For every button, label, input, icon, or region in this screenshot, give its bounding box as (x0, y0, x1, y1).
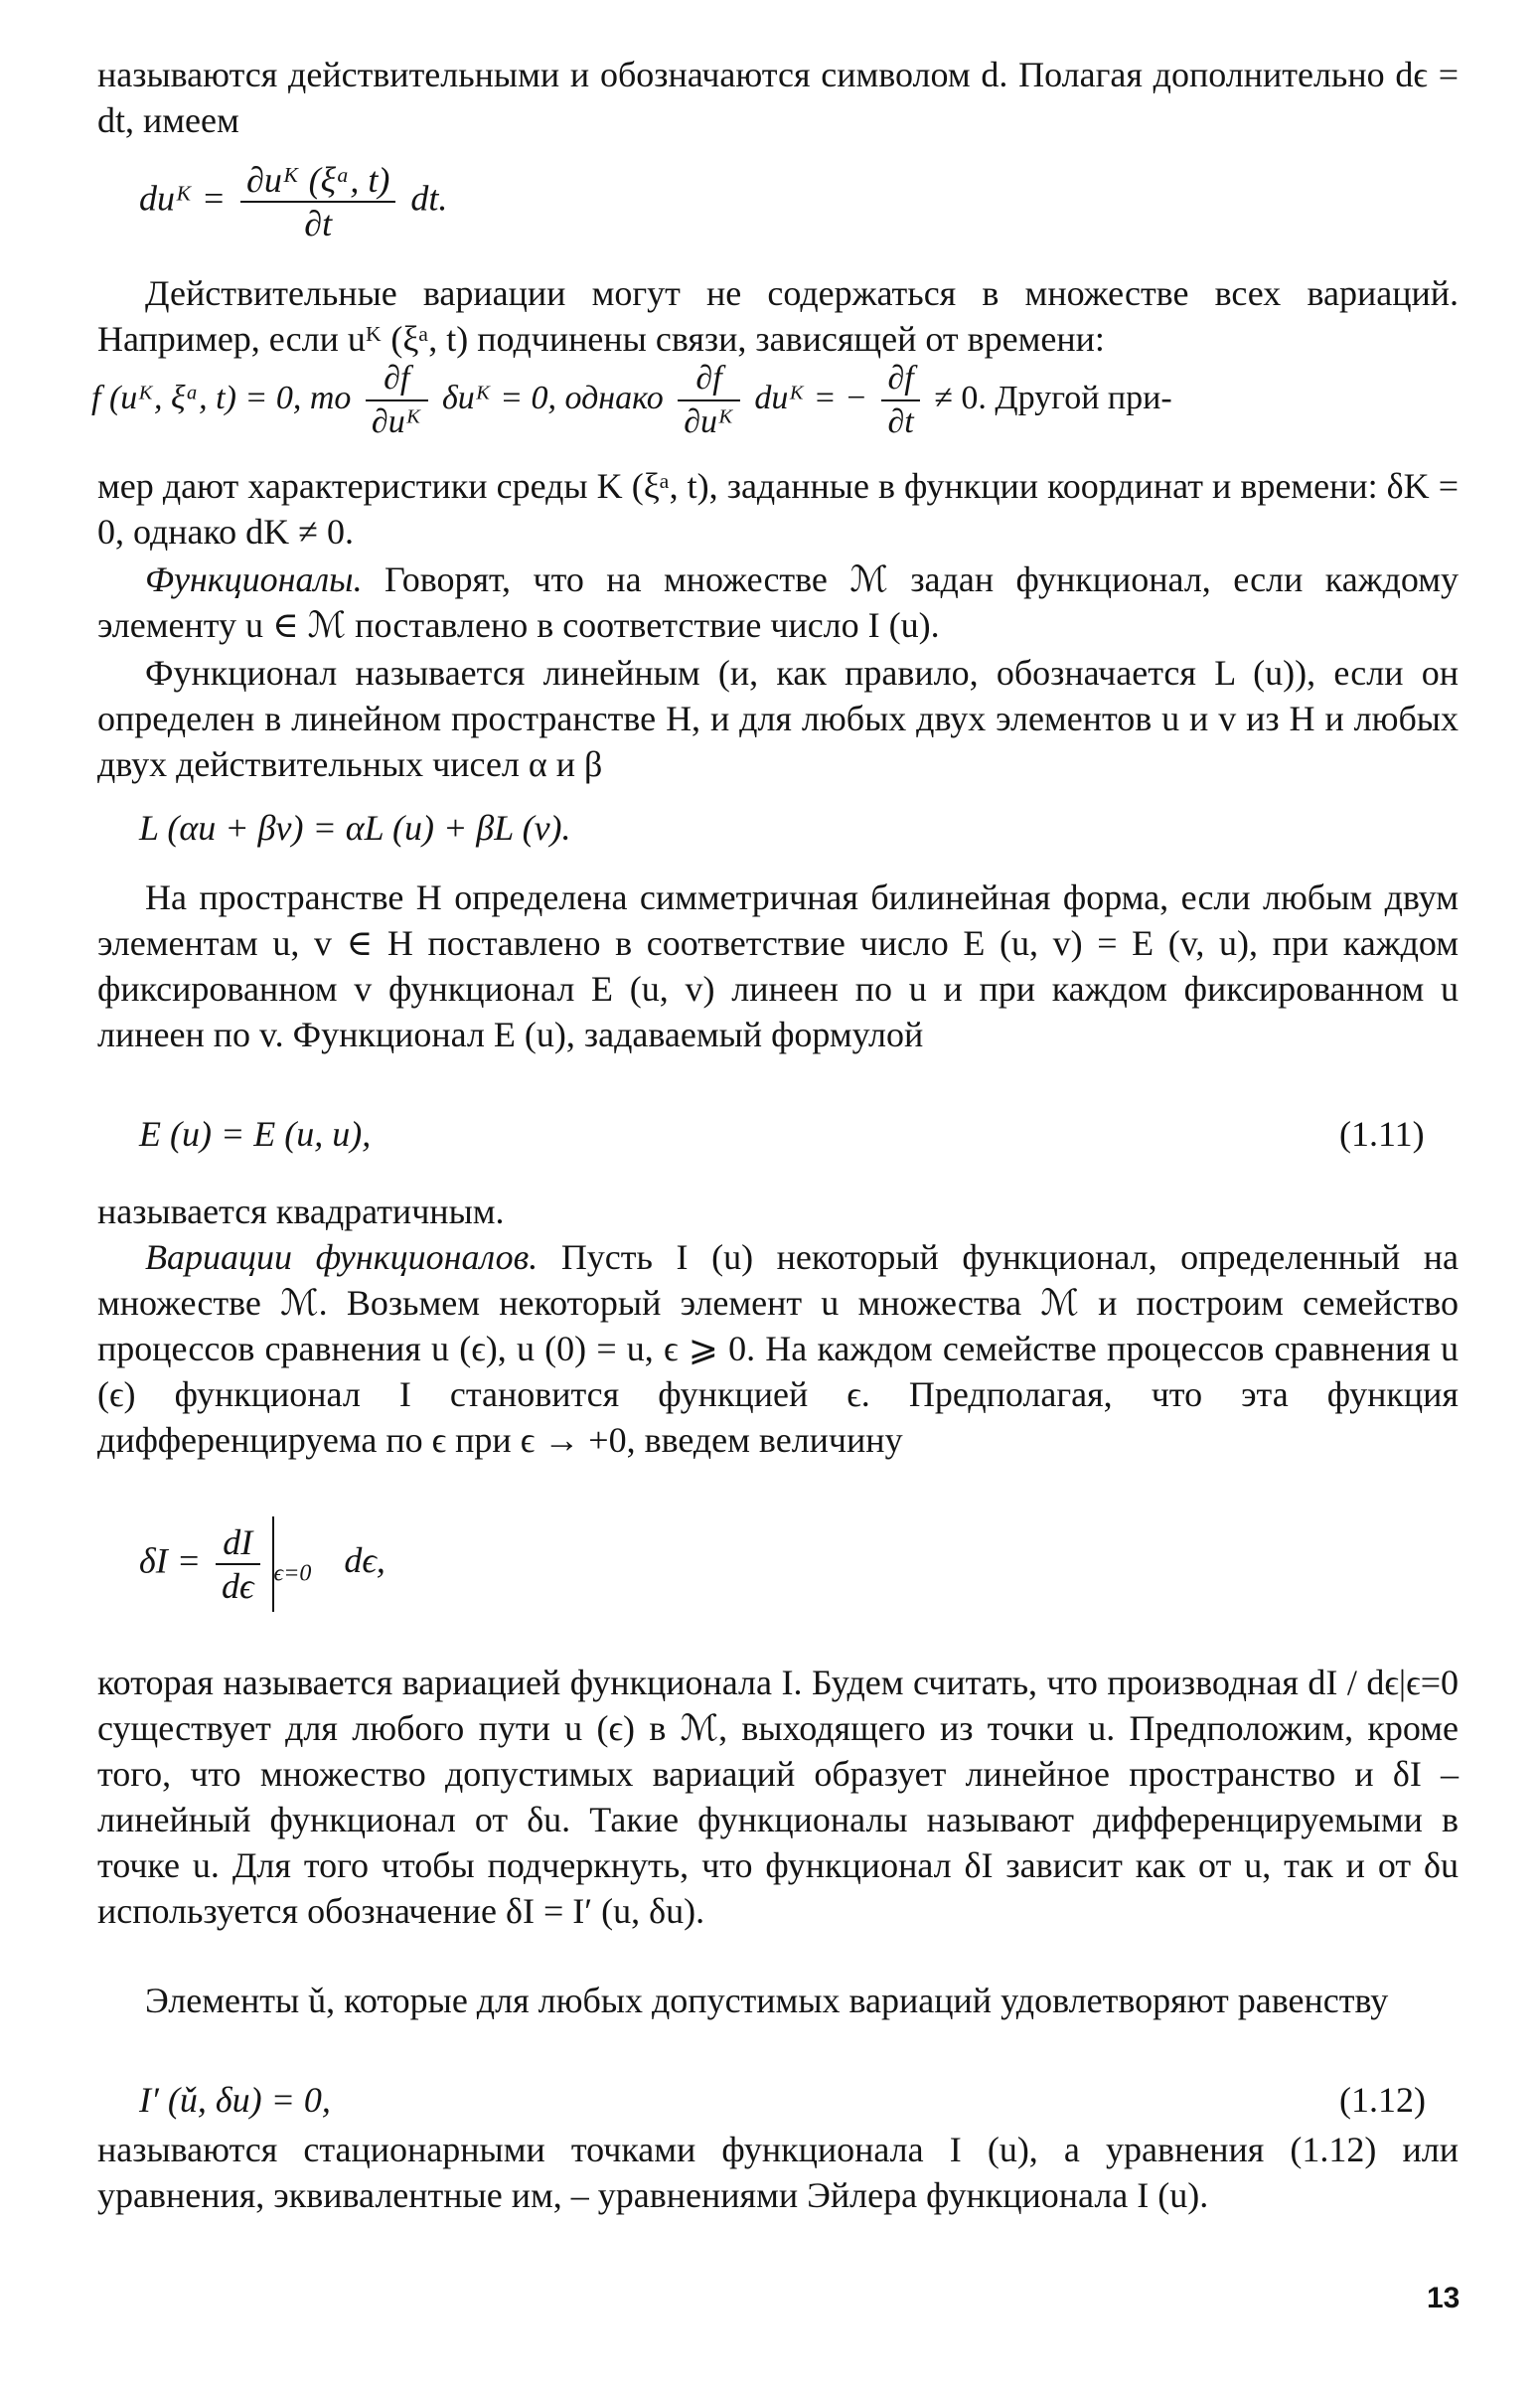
paragraph-variation-def (97, 1660, 1459, 1934)
equation-number: (1.11) (1339, 1114, 1425, 1154)
paragraph-variations (97, 1234, 1459, 1463)
paragraph-bilinear (97, 874, 1459, 1057)
paragraph-body: Говорят, что на множестве ℳ задан функционал, если каждому элементу u ∈ ℳ поставлено в соответствие число I (u). (97, 559, 1459, 645)
formula-du (139, 159, 447, 244)
paragraph-linear (97, 650, 1459, 787)
paragraph-text (97, 1234, 1459, 1463)
paragraph-text (97, 556, 1459, 648)
paragraph-2 (97, 270, 1459, 362)
paragraph-functionals (97, 556, 1459, 648)
denominator: ∂uᴷ (684, 403, 734, 440)
fraction (366, 358, 428, 443)
fraction (240, 159, 395, 244)
paragraph-text: которая называется вариацией функционала I. Будем считать, что производная dI / dϵ|ϵ=0 существует для любого пути u (ϵ) в ℳ, выходящего из точки u. Предположим, кроме того, что множество допустимых вариаций образует линейное пространство и δI – линейный функционал от δu. Такие функционалы называют дифференцируемыми в точке u. Для того чтобы подчеркнуть, что функционал δI зависит как от u, так и от δu используется обозначение δI = I′ (u, δu). (97, 1663, 1459, 1931)
denominator: ∂t (887, 403, 914, 440)
numerator: ∂f (881, 358, 919, 401)
formula-linear (139, 805, 571, 851)
formula-part: f (uᴷ, ξᵃ, t) = 0, то (91, 379, 352, 416)
denominator: dϵ (222, 1566, 254, 1606)
formula-tail: dϵ, (344, 1540, 385, 1581)
paragraph-text: называются стационарными точками функционала I (u), а уравнения (1.12) или уравнения, эквивалентные им, – уравнениями Эйлера функционала I (u). (97, 2130, 1459, 2215)
paragraph-text: называются действительными и обозначаются символом d. Полагая дополнительно dϵ = dt, имеем (97, 55, 1459, 140)
fraction (678, 358, 740, 443)
paragraph-title: Функционалы. (145, 559, 363, 599)
paragraph-1 (97, 52, 1459, 143)
numerator: dI (216, 1521, 260, 1565)
denominator: ∂t (304, 204, 333, 243)
paragraph-3 (97, 463, 1459, 555)
equation-number: (1.12) (1339, 2080, 1426, 2120)
numerator: ∂f (366, 358, 428, 401)
paragraph-euler (97, 2127, 1459, 2218)
formula-variation (139, 1516, 385, 1612)
fraction (216, 1521, 260, 1607)
formula-tail: dt. (410, 178, 448, 219)
paragraph-text: мер дают характеристики среды K (ξᵃ, t), заданные в функции координат и времени: δK = 0, однако dK ≠ 0. (97, 466, 1459, 552)
formula-text: I′ (ǔ, δu) = 0, (139, 2080, 331, 2120)
numerator: ∂uᴷ (ξᵃ, t) (240, 159, 395, 203)
paragraph-text: На пространстве H определена симметричная билинейная форма, если любым двум элементам u, v ∈ H поставлено в соответствие число E (u, v) = E (v, u), при каждом фиксированном v функционал E (u, v) линеен по u и при каждом фиксированном u линеен по v. Функционал E (u), задаваемый формулой (97, 877, 1459, 1054)
paragraph-text: называется квадратичным. (97, 1192, 505, 1231)
formula-lhs: duᴷ = (139, 178, 227, 219)
formula-text: E (u) = E (u, u), (139, 1114, 372, 1154)
formula-stationary (139, 2077, 331, 2123)
paragraph-text: Функционал называется линейным (и, как правило, обозначается L (u)), если он определен в линейном пространстве H, и для любых двух элементов u и v из H и любых двух действительных чисел α и β (97, 653, 1459, 784)
denominator: ∂uᴷ (371, 403, 422, 440)
formula-part: duᴷ = − (754, 379, 867, 416)
formula-lhs: δI = (139, 1540, 202, 1581)
formula-text: L (αu + βv) = αL (u) + βL (v). (139, 808, 571, 848)
formula-quadratic (139, 1111, 371, 1157)
paragraph-text: Действительные вариации могут не содержаться в множестве всех вариаций. Например, если uᴷ (ξᵃ, t) подчинены связи, зависящей от времени: (97, 273, 1459, 359)
formula-part: ≠ 0. Другой при- (934, 379, 1172, 416)
evaluation-subscript: ϵ=0 (273, 1560, 312, 1587)
formula-part: δuᴷ = 0, однако (442, 379, 664, 416)
paragraph-stationary (97, 1978, 1459, 2023)
paragraph-quadratic (97, 1189, 1459, 1234)
page-number: 13 (1427, 2282, 1461, 2314)
formula-constraint (91, 358, 1172, 443)
paragraph-text: Элементы ǔ, которые для любых допустимых вариаций удовлетворяют равенству (145, 1981, 1389, 2020)
fraction (881, 358, 919, 443)
paragraph-title: Вариации функционалов. (145, 1237, 539, 1277)
paragraph-body: Пусть I (u) некоторый функционал, определенный на множестве ℳ. Возьмем некоторый элемент u множества ℳ и построим семейство процессов сравнения u (ϵ), u (0) = u, ϵ ⩾ 0. На каждом семействе процессов сравнения u (ϵ) функционал I становится функцией ϵ. Предполагая, что эта функция дифференцируема по ϵ при ϵ → +0, введем величину (97, 1237, 1460, 1460)
numerator: ∂f (678, 358, 740, 401)
